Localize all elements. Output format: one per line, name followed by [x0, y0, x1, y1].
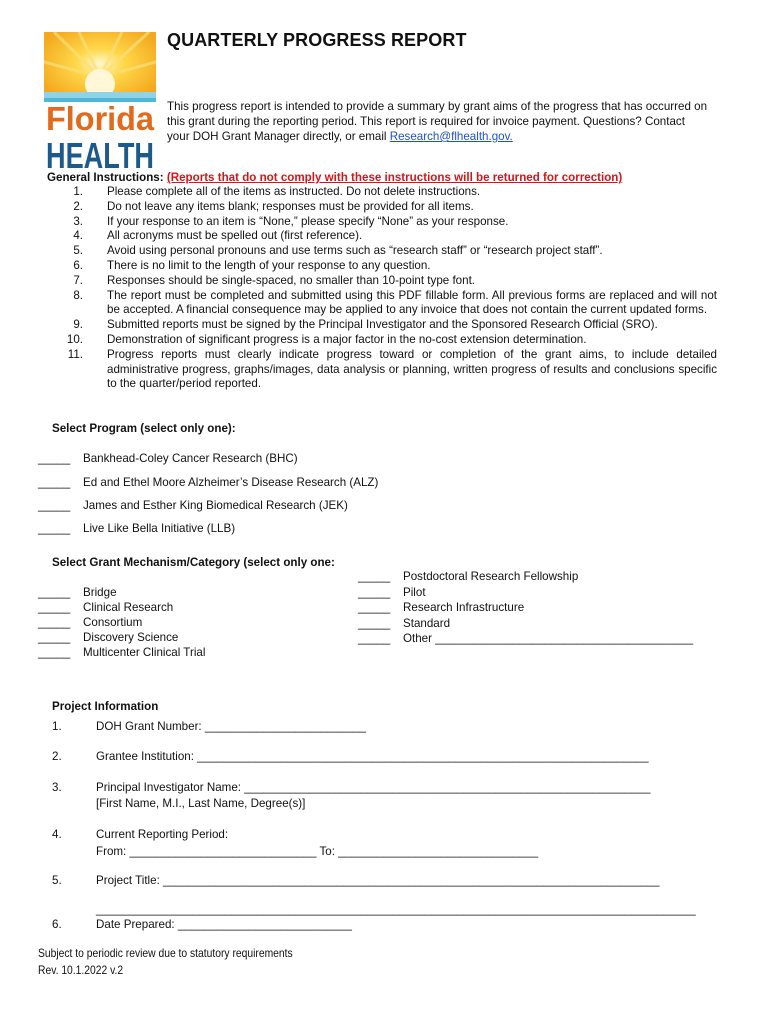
- principal-investigator-field[interactable]: 3. Principal Investigator Name: _______________________________________________________________ [First Name, M.I., Last Name, Degree(s)]: [52, 781, 651, 810]
- project-title-field[interactable]: 5. Project Title: _____________________________________________________________________________: [52, 874, 660, 887]
- mechanism-option-pilot[interactable]: _____ Pilot: [358, 585, 426, 599]
- grantee-institution-field[interactable]: 2. Grantee Institution: ______________________________________________________________________: [52, 750, 649, 763]
- mechanism-option-discovery[interactable]: _____ Discovery Science: [38, 631, 179, 644]
- pi-name-hint: [First Name, M.I., Last Name, Degree(s)]: [96, 797, 306, 810]
- intro-text: This progress report is intended to provide a summary by grant aims of the progress that has occurred on this grant during the reporting period. This report is required for invoice payment. Questions? Contact your DOH Grant Manager directly, or email: [167, 100, 708, 143]
- mechanism-heading: Select Grant Mechanism/Category (select only one:: [52, 556, 335, 569]
- mechanism-option-clinical[interactable]: _____ Clinical Research: [38, 601, 174, 614]
- general-instructions-label: General Instructions:: [47, 171, 164, 184]
- list-item: 11. Progress reports must clearly indicate progress toward or completion of the grant aims, to include detailed administrative progress, graphs/images, data analysis or planning, written progress of results and conclusions specific to the quarter/period reported.: [67, 347, 717, 391]
- project-info-heading: Project Information: [52, 700, 159, 713]
- project-title-continuation[interactable]: _____________________________________________________________________________________________: [96, 903, 696, 916]
- mechanism-option-consortium[interactable]: _____ Consortium: [38, 616, 143, 629]
- page-title: QUARTERLY PROGRESS REPORT: [167, 30, 467, 50]
- list-item: 4. All acronyms must be spelled out (first reference).: [73, 229, 363, 243]
- mechanism-left-column: [38, 585, 205, 660]
- logo-word-florida: Florida: [46, 100, 155, 137]
- email-link[interactable]: Research@flhealth.gov.: [389, 130, 513, 143]
- grant-number-field[interactable]: 1. DOH Grant Number: _________________________: [52, 720, 367, 733]
- program-option-jek[interactable]: _____ James and Esther King Biomedical Research (JEK): [38, 499, 348, 512]
- program-option-llb[interactable]: _____ Live Like Bella Initiative (LLB): [38, 522, 236, 535]
- logo-word-health: HEALTH: [46, 135, 154, 170]
- program-option-bhc[interactable]: _____ Bankhead-Coley Cancer Research (BHC): [38, 452, 298, 465]
- instructions-warning: (Reports that do not comply with these instructions will be returned for correction): [166, 171, 623, 184]
- program-heading: Select Program (select only one):: [52, 422, 236, 435]
- mechanism-option-standard[interactable]: _____ Standard: [358, 616, 451, 630]
- reporting-period-field[interactable]: 4. Current Reporting Period: From: _____________________________ To: _______________________________: [52, 828, 539, 858]
- program-option-alz[interactable]: _____ Ed and Ethel Moore Alzheimer’s Disease Research (ALZ): [38, 476, 379, 489]
- mechanism-option-postdoc[interactable]: _____ Postdoctoral Research Fellowship: [358, 570, 579, 583]
- list-item: 2. Do not leave any items blank; responses must be provided for all items.: [73, 199, 474, 213]
- mechanism-option-bridge[interactable]: _____ Bridge: [38, 586, 117, 599]
- list-item: 7. Responses should be single-spaced, no smaller than 10-point type font.: [73, 273, 476, 287]
- list-item: 5. Avoid using personal pronouns and use terms such as “research staff” or “research project staff”.: [73, 244, 603, 258]
- list-item: 1. Please complete all of the items as instructed. Do not delete instructions.: [73, 185, 481, 198]
- date-prepared-field[interactable]: 6. Date Prepared: ___________________________: [52, 918, 352, 931]
- intro-paragraph: [167, 99, 707, 144]
- mechanism-right-column: [358, 569, 693, 647]
- footer-review-note: Subject to periodic review due to statutory requirements: [38, 946, 293, 960]
- reporting-period-from-to[interactable]: From: _____________________________ To: _______________________________: [96, 845, 539, 858]
- list-item: 6. There is no limit to the length of your response to any question.: [73, 258, 431, 272]
- mechanism-option-multicenter[interactable]: _____ Multicenter Clinical Trial: [38, 646, 206, 659]
- general-instructions: [47, 170, 727, 392]
- list-item: 10. Demonstration of significant progress is a major factor in the no-cost extension determination.: [66, 332, 587, 346]
- footer-revision: Rev. 10.1.2022 v.2: [38, 963, 124, 977]
- list-item: 8. The report must be completed and submitted using this PDF fillable form. All previous forms are replaced and will not be accepted. A financial consequence may be applied to any invoice that does not contain the current updated forms.: [73, 288, 717, 317]
- list-item: 3. If your response to an item is “None,” please specify “None” as your response.: [73, 214, 509, 228]
- mechanism-option-other[interactable]: _____ Other ________________________________________: [358, 632, 694, 645]
- mechanism-option-infrastructure[interactable]: _____ Research Infrastructure: [358, 601, 525, 614]
- instructions-list: [47, 185, 727, 392]
- florida-health-logo: [44, 32, 156, 170]
- list-item: 9. Submitted reports must be signed by the Principal Investigator and the Sponsored Research Official (SRO).: [73, 318, 658, 332]
